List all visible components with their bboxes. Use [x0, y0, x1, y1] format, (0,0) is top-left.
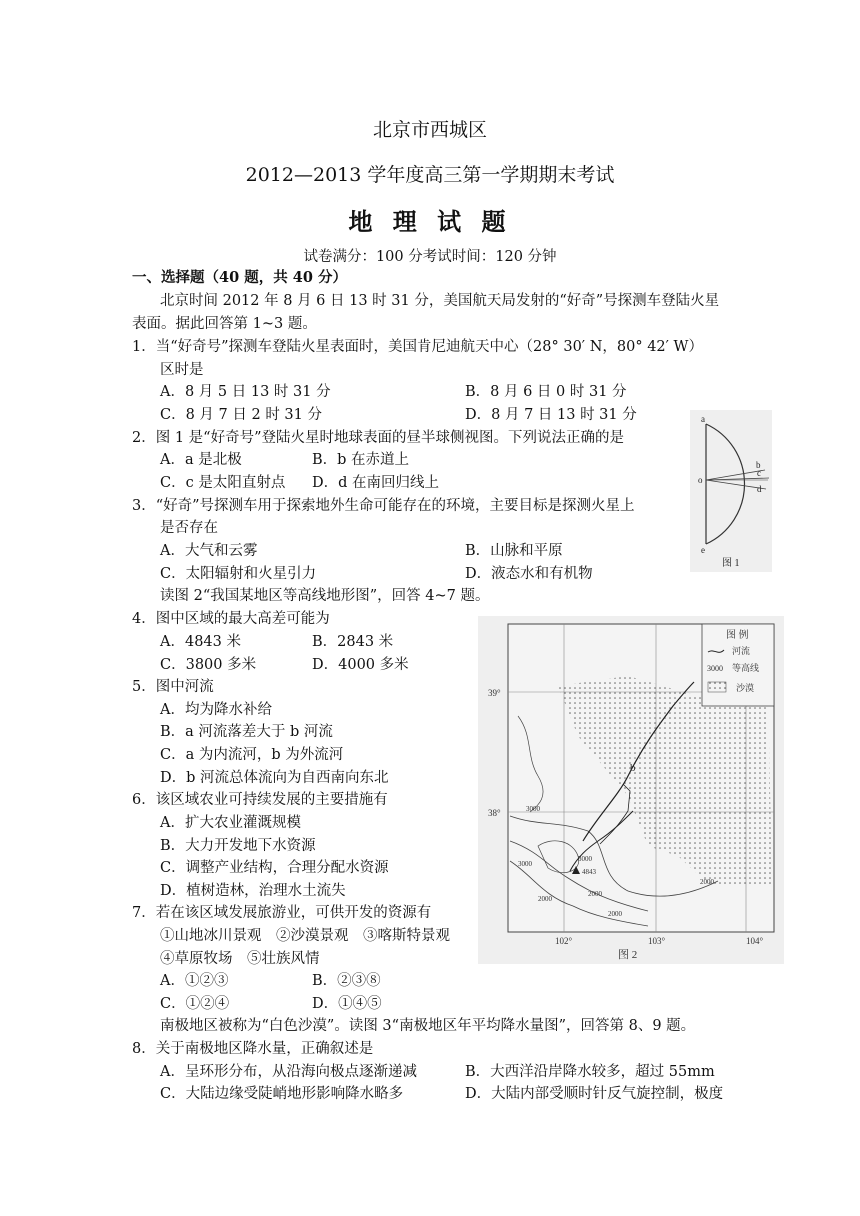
q1-option-b: B．8 月 6 日 0 时 31 分: [465, 384, 627, 400]
q7-choices-2: ④草原牧场 ⑤壮族风情: [160, 951, 320, 967]
lon-103-label: 103°: [648, 936, 666, 946]
q7-option-b: B．②③⑧: [312, 973, 381, 989]
q4-option-b: B．2843 米: [312, 634, 394, 650]
figure1-caption: 图 1: [722, 558, 740, 569]
q7-option-c: C．①②④: [160, 996, 230, 1012]
q8-option-c: C．大陆边缘受陡峭地形影响降水略多: [160, 1086, 404, 1102]
legend-river: 河流: [732, 646, 751, 656]
q3-stem-cont: 是否存在: [160, 520, 218, 536]
q2-option-d: D．d 在南回归线上: [312, 475, 440, 491]
legend-contour: 等高线: [732, 663, 760, 673]
q2-stem: 2．图 1 是“好奇号”登陆火星时地球表面的昼半球侧视图。下列说法正确的是: [132, 430, 624, 446]
hemisphere-arc: [706, 424, 745, 544]
label-d: d: [757, 484, 762, 494]
lon-104-label: 104°: [746, 936, 764, 946]
q2-option-c: C．c 是太阳直射点: [160, 475, 286, 491]
q3-option-c: C．太阳辐射和火星引力: [160, 566, 317, 582]
q7-stem: 7．若在该区域发展旅游业，可供开发的资源有: [132, 905, 432, 921]
district-title: 北京市西城区: [372, 119, 487, 141]
q3-option-a: A．大气和云雾: [160, 543, 258, 559]
q8-option-d: D．大陆内部受顺时针反气旋控制，极度: [465, 1086, 724, 1102]
q3-stem: 3．“好奇”号探测车用于探索地外生命可能存在的环境，主要目标是探测火星上: [132, 498, 635, 514]
q6-option-a: A．扩大农业灌溉规模: [160, 815, 301, 831]
q8-option-b: B．大西洋沿岸降水较多，超过 55mm: [465, 1064, 715, 1080]
contour-label: 3000: [578, 855, 592, 863]
q8-option-a: A．呈环形分布，从沿海向极点逐渐递减: [160, 1064, 417, 1080]
q1-option-c: C．8 月 7 日 2 时 31 分: [160, 407, 322, 423]
label-o: o: [698, 475, 703, 485]
subject-title: 地 理 试 题: [348, 207, 512, 236]
q6-option-b: B．大力开发地下水资源: [160, 838, 316, 854]
q8-stem: 8．关于南极地区降水量，正确叙述是: [132, 1041, 374, 1057]
intro-figure3: 南极地区被称为“白色沙漠”。读图 3“南极地区年平均降水量图”，回答第 8、9 题。: [160, 1018, 696, 1034]
lat-38-label: 38°: [488, 808, 501, 818]
figure2-caption: 图 2: [618, 949, 638, 961]
q6-stem: 6．该区域农业可持续发展的主要措施有: [132, 792, 388, 808]
q1-stem: 1．当“好奇号”探测车登陆火星表面时，美国肯尼迪航天中心（28° 30′ N，80° 42′ W）: [132, 339, 703, 355]
lat-39-label: 39°: [488, 688, 501, 698]
intro-text-cont: 表面。据此回答第 1~3 题。: [132, 316, 317, 332]
q5-option-c: C．a 为内流河，b 为外流河: [160, 747, 344, 763]
q7-option-a: A．①②③: [160, 973, 229, 989]
q4-option-a: A．4843 米: [160, 634, 241, 650]
label-a: a: [701, 414, 705, 424]
contour-label: 2000: [588, 890, 602, 898]
contour-label: 2000: [538, 895, 552, 903]
figure-1: [690, 410, 772, 572]
q4-stem: 4．图中区域的最大高差可能为: [132, 611, 330, 627]
q1-stem-cont: 区时是: [160, 362, 204, 378]
q3-option-d: D．液态水和有机物: [465, 566, 593, 582]
legend-title: 图 例: [726, 630, 749, 641]
contour-label: 3000: [518, 860, 532, 868]
q4-option-d: D．4000 多米: [312, 657, 409, 673]
q4-option-c: C．3800 多米: [160, 657, 257, 673]
label-e: e: [701, 545, 705, 555]
contour-label: 3000: [526, 805, 540, 813]
q7-option-d: D．①④⑤: [312, 996, 382, 1012]
lon-102-label: 102°: [555, 936, 573, 946]
exam-info: 试卷满分：100 分考试时间：120 分钟: [303, 249, 557, 265]
q1-option-a: A．8 月 5 日 13 时 31 分: [160, 384, 331, 400]
river-b-label: b: [630, 762, 636, 774]
contour-label: 2000: [608, 910, 622, 918]
legend-desert: 沙漠: [736, 683, 755, 693]
q5-option-a: A．均为降水补给: [160, 702, 272, 718]
section-title: 一、选择题（40 题，共 40 分）: [132, 269, 347, 286]
q5-stem: 5．图中河流: [132, 679, 214, 695]
intro-text: 北京时间 2012 年 8 月 6 日 13 时 31 分，美国航天局发射的“好奇”号探测车登陆火星: [160, 293, 720, 309]
q2-option-a: A．a 是北极: [160, 452, 242, 468]
q6-option-d: D．植树造林，治理水土流失: [160, 883, 346, 899]
legend-contour-value: 3000: [707, 664, 723, 673]
label-c: c: [757, 468, 761, 478]
q7-choices-1: ①山地冰川景观 ②沙漠景观 ③喀斯特景观: [160, 928, 450, 944]
q3-option-b: B．山脉和平原: [465, 543, 563, 559]
q5-option-d: D．b 河流总体流向为自西南向东北: [160, 770, 389, 786]
peak-label: 4843: [582, 868, 596, 876]
label-b: b: [756, 460, 761, 470]
intro-figure2: 读图 2“我国某地区等高线地形图”，回答 4~7 题。: [160, 588, 490, 604]
q2-option-b: B．b 在赤道上: [312, 452, 410, 468]
contour-label: 2000: [700, 878, 714, 886]
legend-desert-icon: [708, 682, 726, 692]
q1-option-d: D．8 月 7 日 13 时 31 分: [465, 407, 637, 423]
figure-2: [478, 616, 784, 964]
exam-title: 2012—2013 学年度高三第一学期期末考试: [245, 164, 615, 186]
q6-option-c: C．调整产业结构，合理分配水资源: [160, 860, 389, 876]
q5-option-b: B．a 河流落差大于 b 河流: [160, 724, 333, 740]
